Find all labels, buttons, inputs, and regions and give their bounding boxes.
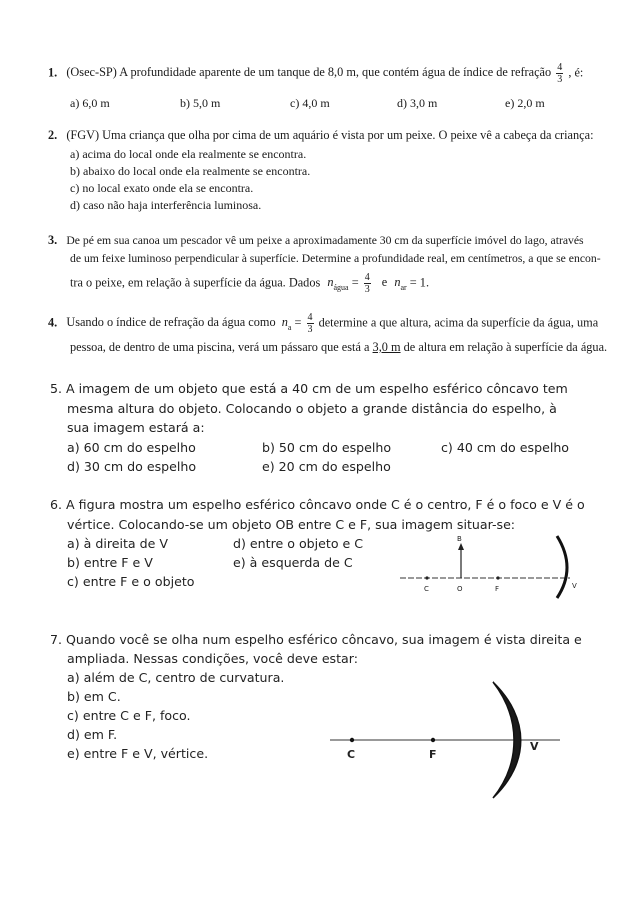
question-5-line-3: sua imagem estará a:	[67, 420, 205, 435]
label-f-6: F	[495, 585, 500, 593]
question-6-line-2: vértice. Colocando-se um objeto OB entre C e F, sua imagem situar-se:	[67, 517, 516, 532]
point-c-7	[350, 738, 354, 742]
question-4-line-2: pessoa, de dentro de uma piscina, verá um pássaro que está a 3,0 m de altura em relação à superfície da água.	[70, 340, 608, 354]
question-6-option-b: b) entre F e V	[67, 555, 153, 570]
question-2-stem: (FGV) Uma criança que olha por cima de um aquário é vista por um peixe. O peixe vê a cabeça da criança:	[66, 128, 594, 142]
question-1: 1. (Osec-SP) A profundidade aparente de um tanque de 8,0 m, que contém água de índice de refração $\frac{4}{3}$ , é:	[48, 62, 584, 85]
question-5-line-1: 5. A imagem de um objeto que está a 40 cm de um espelho esférico côncavo tem	[50, 381, 568, 396]
point-c-6	[425, 576, 428, 579]
object-arrow-head-6	[458, 543, 464, 550]
question-7-line-2: ampliada. Nessas condições, você deve estar:	[67, 651, 358, 666]
label-o-6: O	[457, 585, 463, 593]
point-f-6	[496, 576, 499, 579]
question-2	[48, 128, 593, 143]
question-5-option-a: a) 60 cm do espelho	[67, 440, 196, 455]
question-3-number: 3.	[48, 233, 58, 247]
label-b-6: B	[457, 535, 462, 543]
question-1-stem: (Osec-SP) A profundidade aparente de um tanque de 8,0 m, que contém água de índice de refração	[66, 65, 552, 80]
question-3-line-1: 3. De pé em sua canoa um pescador vê um peixe a aproximadamente 30 cm da superfície imóvel do lago, através	[48, 233, 584, 247]
question-5-line-2: mesma altura do objeto. Colocando o objeto a grande distância do espelho, à	[67, 401, 557, 416]
question-3-fraction: $\frac{4}{3}$	[364, 272, 370, 295]
question-2-option-b: b) abaixo do local onde ela realmente se encontra.	[70, 164, 311, 178]
question-7-line-1: 7. Quando você se olha num espelho esférico côncavo, sua imagem é vista direita e	[50, 632, 582, 647]
question-5-option-b: b) 50 cm do espelho	[262, 440, 392, 455]
concave-mirror-figure-7	[325, 678, 565, 803]
question-3-line-2: de um feixe luminoso perpendicular à superfície. Determine a profundidade real, em centímetros, a que se encon-	[70, 252, 601, 265]
question-2-option-c: c) no local exato onde ela se encontra.	[70, 181, 254, 195]
question-1-fraction: $\frac{4}{3}$	[557, 62, 563, 85]
question-7-option-a: a) além de C, centro de curvatura.	[67, 670, 285, 685]
question-1-option-c: c) 4,0 m	[290, 96, 330, 110]
question-1-option-d: d) 3,0 m	[397, 96, 438, 110]
question-6-option-d: d) entre o objeto e C	[233, 536, 364, 551]
question-1-option-b: b) 5,0 m	[180, 96, 221, 110]
question-5-option-c: c) 40 cm do espelho	[441, 440, 570, 455]
question-6-line-1: 6. A figura mostra um espelho esférico côncavo onde C é o centro, F é o foco e V é o	[50, 497, 585, 512]
question-2-option-a: a) acima do local onde ela realmente se encontra.	[70, 147, 307, 161]
question-2-number: 2.	[48, 128, 58, 142]
question-6-option-c: c) entre F e o objeto	[67, 574, 195, 589]
question-7-option-b: b) em C.	[67, 689, 121, 704]
question-7-option-c: c) entre C e F, foco.	[67, 708, 191, 723]
label-c-7: C	[347, 748, 356, 761]
label-f-7: F	[429, 748, 437, 761]
label-c-6: C	[424, 585, 429, 593]
question-3-line-3: tra o peixe, em relação à superfície da água. Dados $n_{água}$ = $\frac{4}{3}$ e $n_{ar} = 1$.	[70, 272, 430, 295]
question-5-option-e: e) 20 cm do espelho	[262, 459, 391, 474]
question-6-option-e: e) à esquerda de C	[233, 555, 353, 570]
mirror-arc-6	[557, 536, 567, 598]
question-4-fraction: $\frac{4}{3}$	[307, 312, 313, 335]
question-4-line-1: 4. Usando o índice de refração da água como $n_a$ = $\frac{4}{3}$ determine a que altura, acima da superfície da água, uma	[48, 312, 599, 335]
question-7-option-e: e) entre F e V, vértice.	[67, 746, 209, 761]
question-4-number: 4.	[48, 315, 58, 330]
label-v-7: V	[530, 740, 539, 753]
concave-mirror-figure-6	[395, 530, 585, 600]
question-6-option-a: a) à direita de V	[67, 536, 169, 551]
question-1-option-a: a) 6,0 m	[70, 96, 110, 110]
question-1-number: 1.	[48, 65, 58, 80]
question-1-option-e: e) 2,0 m	[505, 96, 545, 110]
label-v-6: V	[572, 582, 577, 590]
point-f-7	[431, 738, 435, 742]
question-5-option-d: d) 30 cm do espelho	[67, 459, 197, 474]
question-7-option-d: d) em F.	[67, 727, 118, 742]
question-2-option-d: d) caso não haja interferência luminosa.	[70, 198, 262, 212]
